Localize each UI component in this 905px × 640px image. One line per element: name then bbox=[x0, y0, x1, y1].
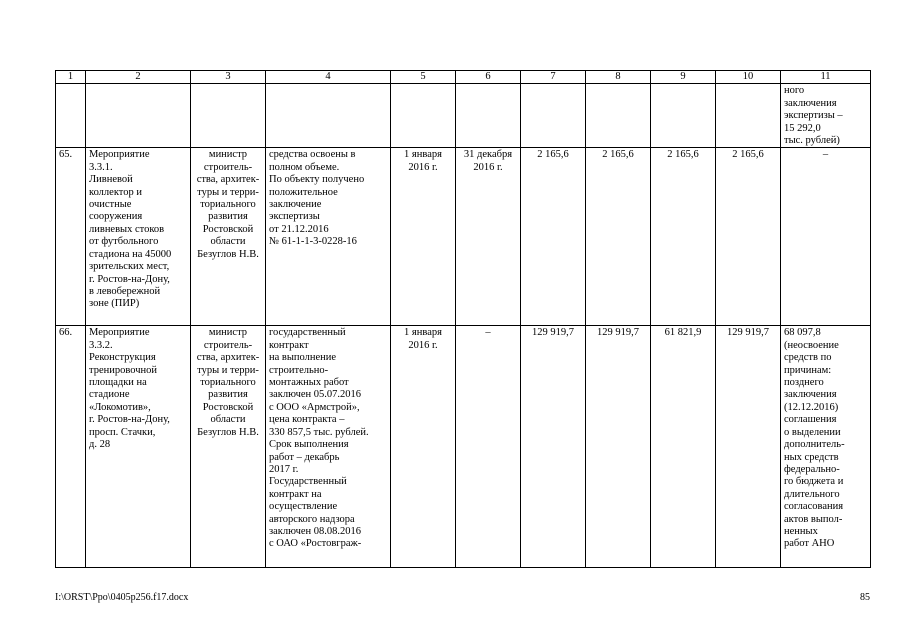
column-number: 1 bbox=[56, 71, 86, 84]
value-col8: 2 165,6 bbox=[586, 148, 651, 326]
page-number: 85 bbox=[860, 592, 870, 603]
continuation-row bbox=[56, 84, 871, 148]
table-row bbox=[56, 148, 871, 326]
column-number: 6 bbox=[456, 71, 521, 84]
row-number: 66. bbox=[56, 326, 86, 568]
measure-name: Мероприятие 3.3.1. Ливневой коллектор и очистные сооружения ливневых стоков от футбольного стадиона на 45000 зрительских мест, г. Ростов-на-Дону, в левобережной зоне (ПИР) bbox=[86, 148, 191, 326]
end-date: – bbox=[456, 326, 521, 568]
column-number: 9 bbox=[651, 71, 716, 84]
column-number: 3 bbox=[191, 71, 266, 84]
row-number: 65. bbox=[56, 148, 86, 326]
column-number-row bbox=[56, 71, 871, 84]
responsible-person: министр строитель- ства, архитек- туры и терри- ториального развития Ростовской области Безуглов Н.В. bbox=[191, 148, 266, 326]
column-number: 7 bbox=[521, 71, 586, 84]
start-date: 1 января 2016 г. bbox=[391, 326, 456, 568]
value-col10: 129 919,7 bbox=[716, 326, 781, 568]
column-number: 11 bbox=[781, 71, 871, 84]
column-number: 10 bbox=[716, 71, 781, 84]
value-col9: 61 821,9 bbox=[651, 326, 716, 568]
column-number: 8 bbox=[586, 71, 651, 84]
value-col7: 129 919,7 bbox=[521, 326, 586, 568]
responsible-person: министр строитель- ства, архитек- туры и терри- ториального развития Ростовской области Безуглов Н.В. bbox=[191, 326, 266, 568]
value-col11: 68 097,8 (неосвоение средств по причинам: позднего заключения (12.12.2016) соглашения о выделении дополнитель- ных средств федерально- го бюджета и длительного согласования актов выпол- ненных работ АНО bbox=[781, 326, 871, 568]
value-col8: 129 919,7 bbox=[586, 326, 651, 568]
value-col9: 2 165,6 bbox=[651, 148, 716, 326]
column-number: 2 bbox=[86, 71, 191, 84]
file-path-footer: I:\ORST\Ppo\0405p256.f17.docx bbox=[55, 592, 189, 603]
measure-name: Мероприятие 3.3.2. Реконструкция тренировочной площадки на стадионе «Локомотив», г. Ростов-на-Дону, просп. Стачки, д. 28 bbox=[86, 326, 191, 568]
implementation-result: государственный контракт на выполнение строительно- монтажных работ заключен 05.07.2016 с ООО «Армстрой», цена контракта – 330 857,5 тыс. рублей. Срок выполнения работ – декабрь 2017 г. Государственный контракт на осуществление авторского надзора заключен 08.08.2016 с ОАО «Ростовграж- bbox=[266, 326, 391, 568]
column-number: 5 bbox=[391, 71, 456, 84]
implementation-result: средства освоены в полном объеме. По объекту получено положительное заключение экспертизы от 21.12.2016 № 61-1-1-3-0228-16 bbox=[266, 148, 391, 326]
program-report-table bbox=[55, 70, 871, 568]
value-col7: 2 165,6 bbox=[521, 148, 586, 326]
end-date: 31 декабря 2016 г. bbox=[456, 148, 521, 326]
value-col10: 2 165,6 bbox=[716, 148, 781, 326]
continuation-note: ного заключения экспертизы – 15 292,0 тыс. рублей) bbox=[781, 84, 871, 148]
start-date: 1 января 2016 г. bbox=[391, 148, 456, 326]
table-row bbox=[56, 326, 871, 568]
value-col11: – bbox=[781, 148, 871, 326]
column-number: 4 bbox=[266, 71, 391, 84]
